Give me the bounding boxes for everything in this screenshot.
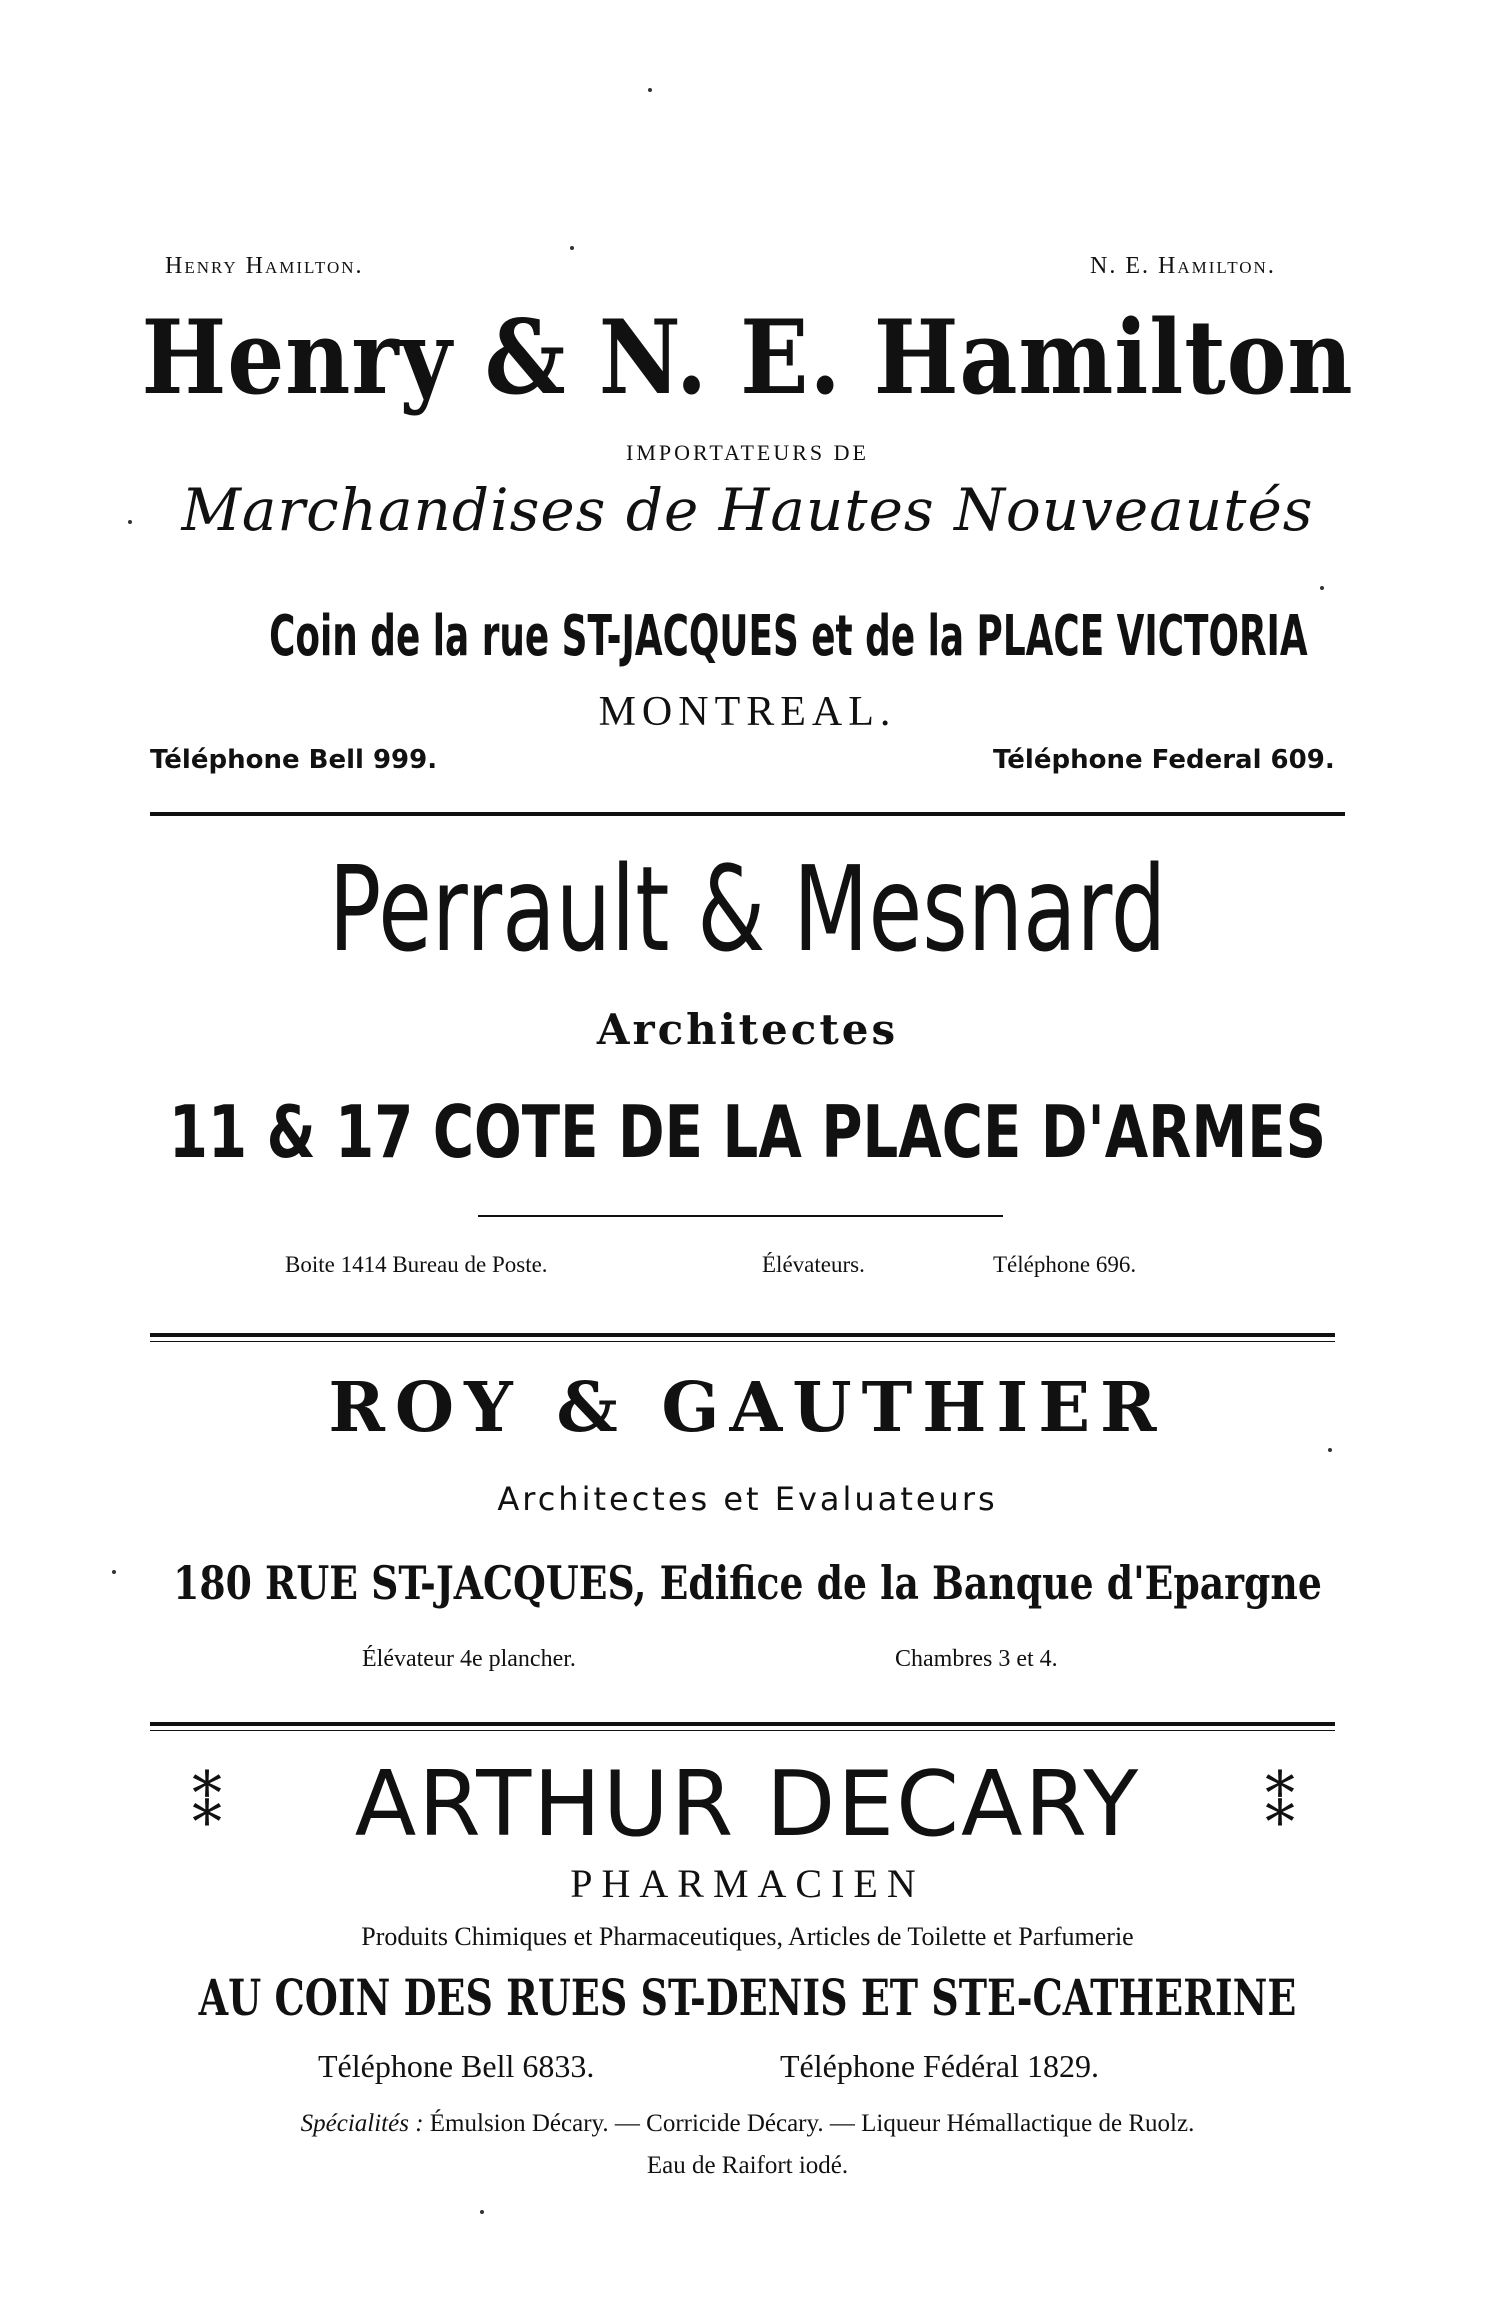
print-speck <box>648 88 652 92</box>
specialties-label: Spécialités : <box>300 2110 424 2137</box>
print-speck <box>1320 586 1324 590</box>
hamilton-firm-name: Henry & N. E. Hamilton <box>141 298 1354 418</box>
hamilton-address: Coin de la rue ST-JACQUES et de la PLACE VICTORIA <box>269 604 1308 669</box>
short-divider <box>478 1215 1003 1217</box>
decary-phone-federal: Téléphone Fédéral 1829. <box>780 2048 1099 2084</box>
specialties-list: Émulsion Décary. — Corricide Décary. — Liqueur Hémallactique de Ruolz. <box>429 2110 1195 2137</box>
hamilton-phone-federal: Téléphone Federal 609. <box>993 745 1335 775</box>
perrault-profession: Architectes <box>596 1005 899 1054</box>
print-speck <box>128 520 132 524</box>
decary-specialties-end: Eau de Raifort iodé. <box>646 2152 849 2179</box>
roy-address: 180 RUE ST-JACQUES, Edifice de la Banque d'Epargne <box>173 1556 1322 1610</box>
perrault-box: Boite 1414 Bureau de Poste. <box>285 1252 548 1277</box>
print-speck <box>1328 1448 1332 1452</box>
decary-products: Produits Chimiques et Pharmaceutiques, Articles de Toilette et Parfumerie <box>361 1922 1134 1951</box>
decary-specialties <box>0 2110 1495 2138</box>
hamilton-importers: IMPORTATEURS DE <box>626 440 869 465</box>
partner-right: N. E. Hamilton. <box>1090 253 1276 279</box>
print-speck <box>112 1570 116 1574</box>
divider-thin <box>150 1730 1335 1731</box>
decary-name: ARTHUR DECARY <box>354 1752 1141 1857</box>
perrault-elevators: Élévateurs. <box>762 1252 865 1277</box>
roy-profession: Architectes et Evaluateurs <box>497 1480 998 1518</box>
partner-left: Henry Hamilton. <box>165 253 364 279</box>
ornament-left: ⁑ <box>192 1770 222 1840</box>
divider <box>150 812 1345 816</box>
print-speck <box>570 246 574 250</box>
hamilton-phone-bell: Téléphone Bell 999. <box>150 745 438 775</box>
hamilton-city: MONTREAL. <box>598 689 897 735</box>
roy-elevator: Élévateur 4e plancher. <box>362 1646 576 1672</box>
roy-rooms: Chambres 3 et 4. <box>895 1646 1058 1672</box>
perrault-firm-name: Perrault & Mesnard <box>328 840 1167 978</box>
divider <box>150 1722 1335 1726</box>
divider <box>150 1333 1335 1337</box>
decary-profession: PHARMACIEN <box>570 1861 925 1906</box>
perrault-address: 11 & 17 COTE DE LA PLACE D'ARMES <box>168 1090 1327 1174</box>
print-speck <box>480 2210 484 2214</box>
decary-address: AU COIN DES RUES ST-DENIS ET STE-CATHERINE <box>198 1968 1297 2027</box>
roy-firm-name: ROY & GAUTHIER <box>328 1368 1167 1448</box>
decary-phone-bell: Téléphone Bell 6833. <box>318 2048 595 2084</box>
perrault-phone: Téléphone 696. <box>993 1252 1137 1277</box>
divider-thin <box>150 1341 1335 1342</box>
hamilton-goods: Marchandises de Hautes Nouveautés <box>181 476 1314 544</box>
ornament-right: ⁑ <box>1265 1770 1295 1840</box>
